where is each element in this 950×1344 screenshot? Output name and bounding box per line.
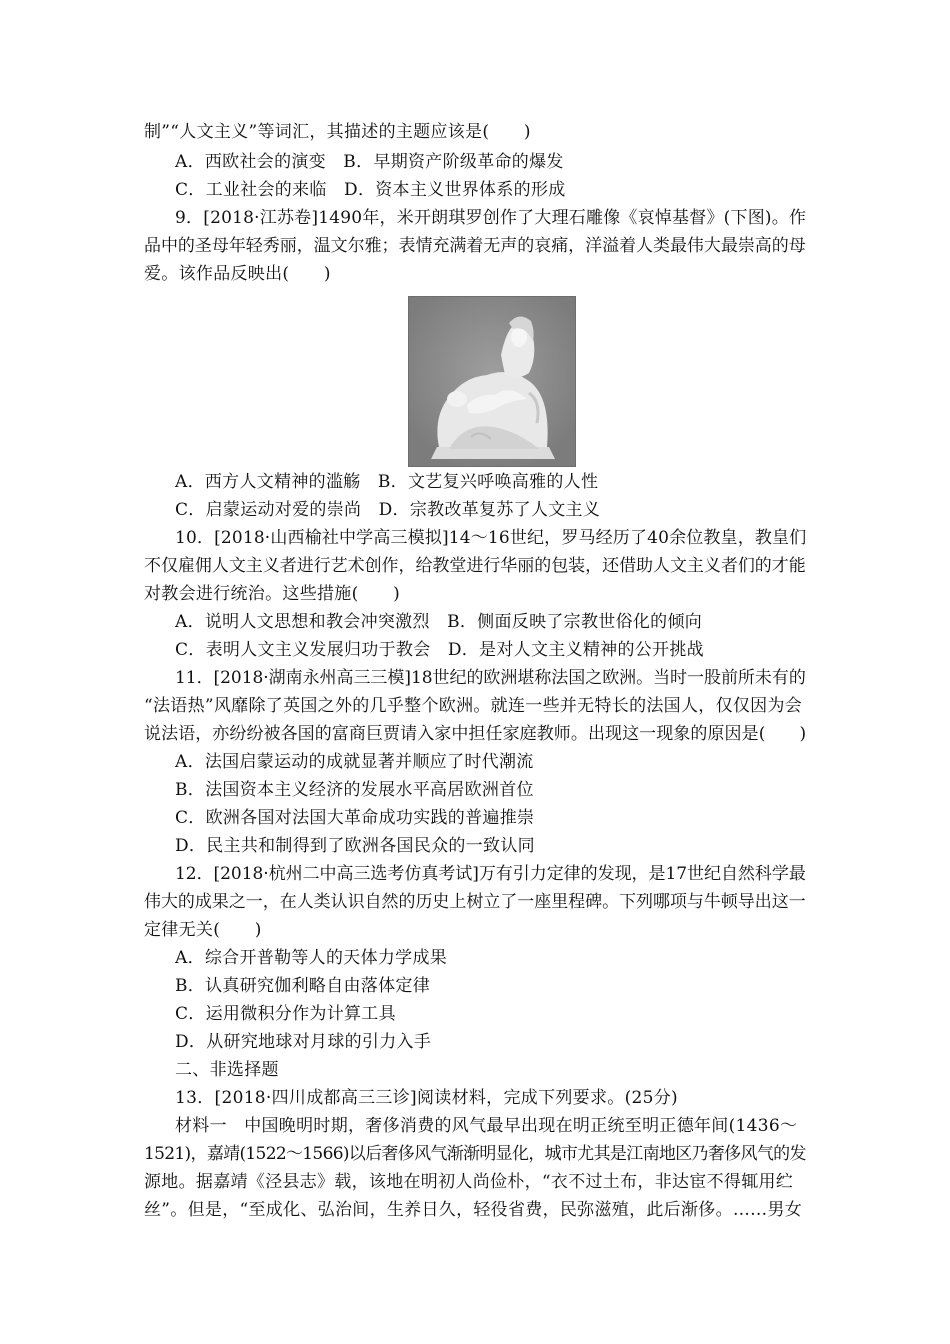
question-8-stem-fragment: 制”“人文主义”等词汇，其描述的主题应该是( ) bbox=[144, 122, 531, 142]
q10-option-a: A．说明人文思想和教会冲突激烈 bbox=[175, 612, 430, 632]
q13-material-line-3: 源地。据嘉靖《泾县志》载，该地在明初人尚俭朴，“衣不过土布，非达宦不得辄用纻 bbox=[144, 1172, 794, 1192]
q9-option-c: C．启蒙运动对爱的崇尚 bbox=[175, 500, 362, 520]
q9-stem-line-1: 9．[2018·江苏卷]1490年，米开朗琪罗创作了大理石雕像《哀悼基督》(下图)。作 bbox=[175, 208, 807, 228]
q13-material-line-2: 1521)，嘉靖(1522～1566)以后奢侈风气渐渐明显化，城市尤其是江南地区乃奢侈风气的发 bbox=[144, 1144, 806, 1164]
q10-option-d: D．是对人文主义精神的公开挑战 bbox=[447, 640, 704, 660]
q9-option-a: A．西方人文精神的滥觞 bbox=[175, 472, 361, 492]
q10-option-c: C．表明人文主义发展归功于教会 bbox=[175, 640, 431, 660]
q10-option-b: B．侧面反映了宗教世俗化的倾向 bbox=[447, 612, 703, 632]
q12-option-c: C．运用微积分作为计算工具 bbox=[175, 1004, 396, 1024]
q8-option-d: D．资本主义世界体系的形成 bbox=[344, 180, 566, 200]
q10-option-c-d bbox=[175, 638, 704, 662]
q10-option-a-b bbox=[175, 610, 702, 634]
q8-option-b: B．早期资产阶级革命的爆发 bbox=[343, 152, 564, 172]
q12-stem-line-3: 定律无关( ) bbox=[144, 920, 262, 940]
q8-option-c: C．工业社会的来临 bbox=[175, 180, 327, 200]
q11-stem-line-2: “法语热”风靡除了英国之外的几乎整个欧洲。就连一些并无特长的法国人，仅仅因为会 bbox=[144, 696, 803, 716]
q9-option-b: B．文艺复兴呼唤高雅的人性 bbox=[377, 472, 599, 492]
q11-option-a: A．法国启蒙运动的成就显著并顺应了时代潮流 bbox=[175, 752, 534, 772]
q11-option-d: D．民主共和制得到了欧洲各国民众的一致认同 bbox=[175, 836, 535, 856]
q13-material-line-4: 丝”。但是，“至成化、弘治间，生养日久，轻役省费，民弥滋殖，此后渐侈。……男女 bbox=[144, 1200, 803, 1220]
q9-option-d: D．宗教改革复苏了人文主义 bbox=[378, 500, 601, 520]
q12-option-d: D．从研究地球对月球的引力入手 bbox=[175, 1032, 432, 1052]
q9-option-a-b bbox=[175, 470, 598, 494]
section-heading: 二、非选择题 bbox=[175, 1060, 279, 1080]
q12-stem-line-2: 伟大的成果之一，在人类认识自然的历史上树立了一座里程碑。下列哪项与牛顿导出这一 bbox=[144, 892, 806, 912]
q10-stem-line-2: 不仅雇佣人文主义者进行艺术创作，给教堂进行华丽的包装，还借助人文主义者们的才能 bbox=[144, 556, 806, 576]
q8-option-a-b bbox=[175, 150, 564, 174]
q8-option-c-d bbox=[175, 178, 566, 202]
q11-stem-line-1: 11．[2018·湖南永州高三三模]18世纪的欧洲堪称法国之欧洲。当时一股前所未有的 bbox=[175, 668, 806, 688]
pieta-sculpture-image bbox=[408, 296, 576, 467]
q12-stem-line-1: 12．[2018·杭州二中高三选考仿真考试]万有引力定律的发现，是17世纪自然科学最 bbox=[175, 864, 806, 884]
q10-stem-line-1: 10．[2018·山西榆社中学高三模拟]14～16世纪，罗马经历了40余位教皇，教皇们 bbox=[175, 528, 807, 548]
q11-option-c: C．欧洲各国对法国大革命成功实践的普遍推崇 bbox=[175, 808, 535, 828]
q8-option-a: A．西欧社会的演变 bbox=[175, 152, 326, 172]
q9-option-c-d bbox=[175, 498, 600, 522]
q11-option-b: B．法国资本主义经济的发展水平高居欧洲首位 bbox=[175, 780, 534, 800]
q11-stem-line-3: 说法语，亦纷纷被各国的富商巨贾请入家中担任家庭教师。出现这一现象的原因是( ) bbox=[144, 724, 807, 744]
q13-stem: 13．[2018·四川成都高三三诊]阅读材料，完成下列要求。(25分) bbox=[175, 1088, 678, 1108]
q9-stem-line-2: 品中的圣母年轻秀丽，温文尔雅；表情充满着无声的哀痛，洋溢着人类最伟大最崇高的母 bbox=[144, 236, 806, 256]
q12-option-a: A．综合开普勒等人的天体力学成果 bbox=[175, 948, 448, 968]
q10-stem-line-3: 对教会进行统治。这些措施( ) bbox=[144, 584, 401, 604]
q12-option-b: B．认真研究伽利略自由落体定律 bbox=[175, 976, 430, 996]
q13-material-line-1: 材料一 中国晚明时期，奢侈消费的风气最早出现在明正统至明正德年间(1436～ bbox=[175, 1116, 798, 1136]
q9-stem-line-3: 爱。该作品反映出( ) bbox=[144, 264, 331, 284]
pieta-sculpture-drawing bbox=[409, 297, 575, 466]
